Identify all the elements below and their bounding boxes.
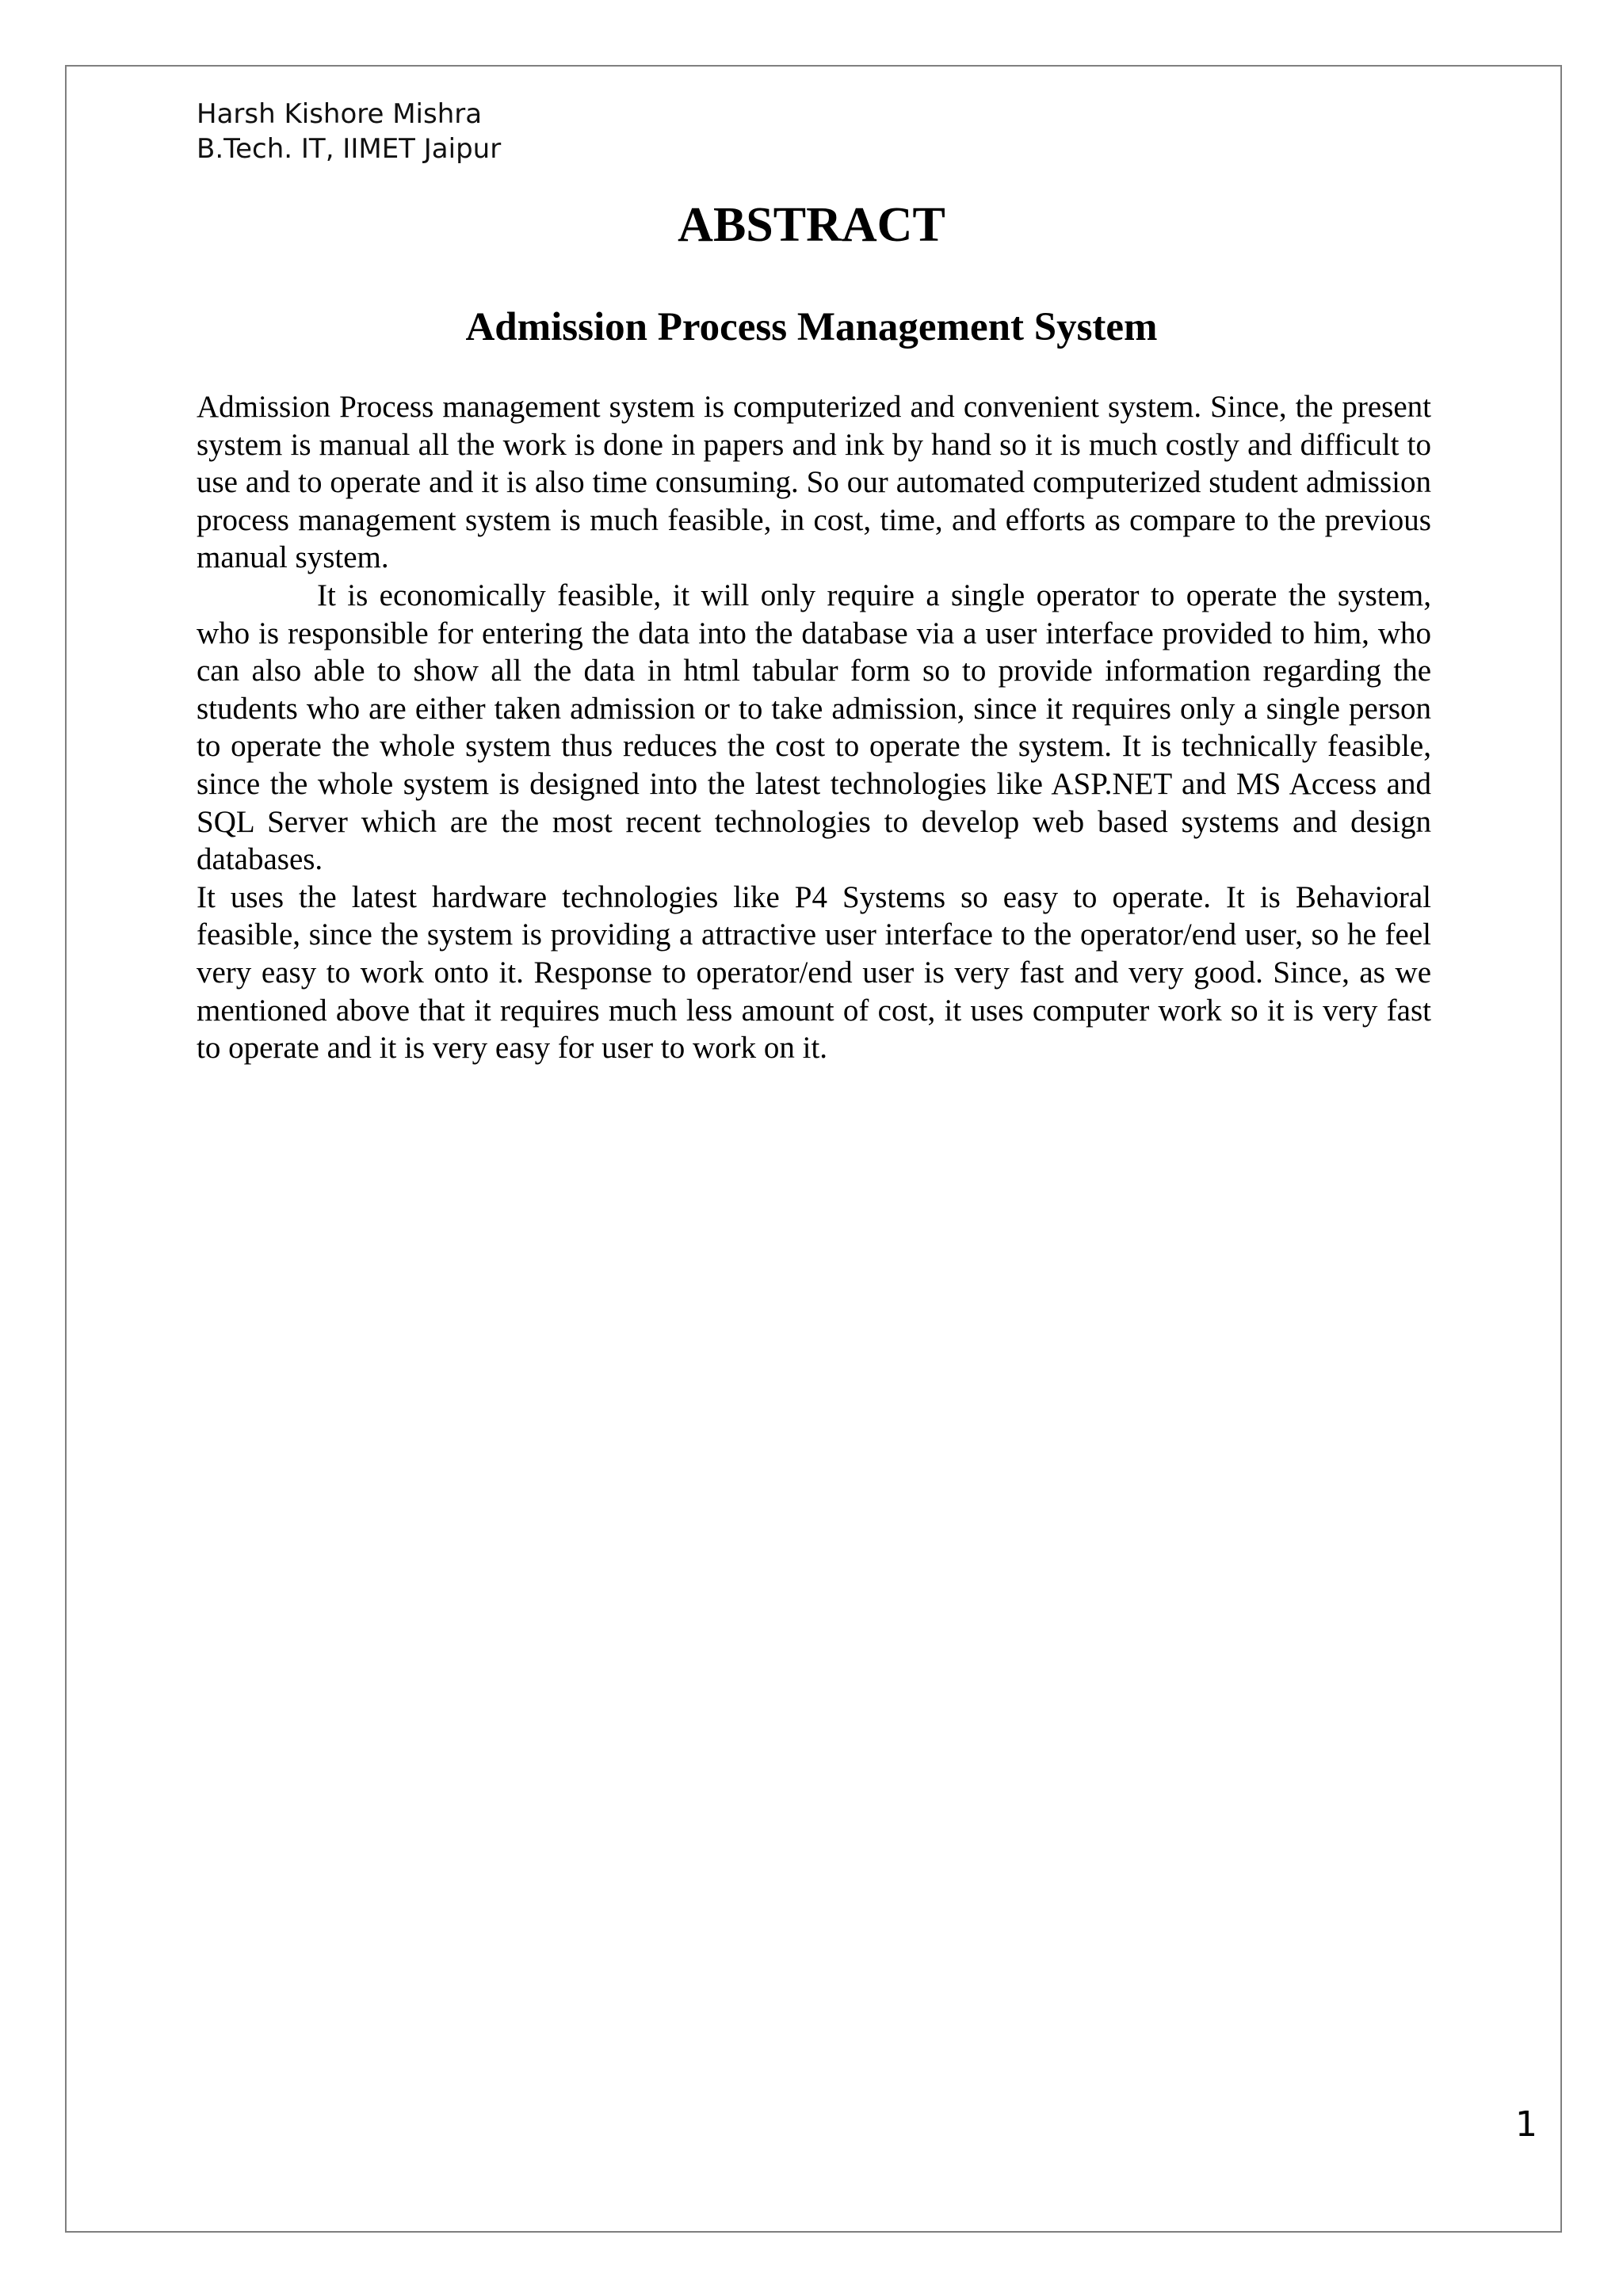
page-number: 1: [1515, 2104, 1537, 2145]
author-affiliation: B.Tech. IT, IIMET Jaipur: [197, 133, 502, 165]
author-name: Harsh Kishore Mishra: [197, 98, 483, 130]
abstract-body: [197, 388, 1431, 1067]
abstract-paragraph-3: It uses the latest hardware technologies like P4 Systems so easy to operate. It is Behavioral feasible, since the system is providing a attractive user interface to the operator/end user, so he feel very easy to work onto it. Response to operator/end user is very fast and very good. Since, as we mentioned above that it requires much less amount of cost, it uses computer work so it is very fast to operate and it is very easy for user to work on it.: [197, 879, 1431, 1066]
abstract-paragraph-1: Admission Process management system is computerized and convenient system. Since, the present system is manual all the work is done in papers and ink by hand so it is much costly and difficult to use and to operate and it is also time consuming. So our automated computerized student admission process management system is much feasible, in cost, time, and efforts as compare to the previous manual system.: [197, 390, 1431, 575]
abstract-paragraph-2: It is economically feasible, it will only require a single operator to operate the system, who is responsible for entering the data into the database via a user interface provided to him, who can also able to show all the data in html tabular form so to provide information regarding the students who are either taken admission or to take admission, since it requires only a single person to operate the whole system thus reduces the cost to operate the system. It is technically feasible, since the whole system is designed into the latest technologies like ASP.NET and MS Access and SQL Server which are the most recent technologies to develop web based systems and design databases.: [197, 578, 1431, 877]
document-subtitle: Admission Process Management System: [465, 305, 1158, 349]
document-title: ABSTRACT: [678, 198, 945, 252]
